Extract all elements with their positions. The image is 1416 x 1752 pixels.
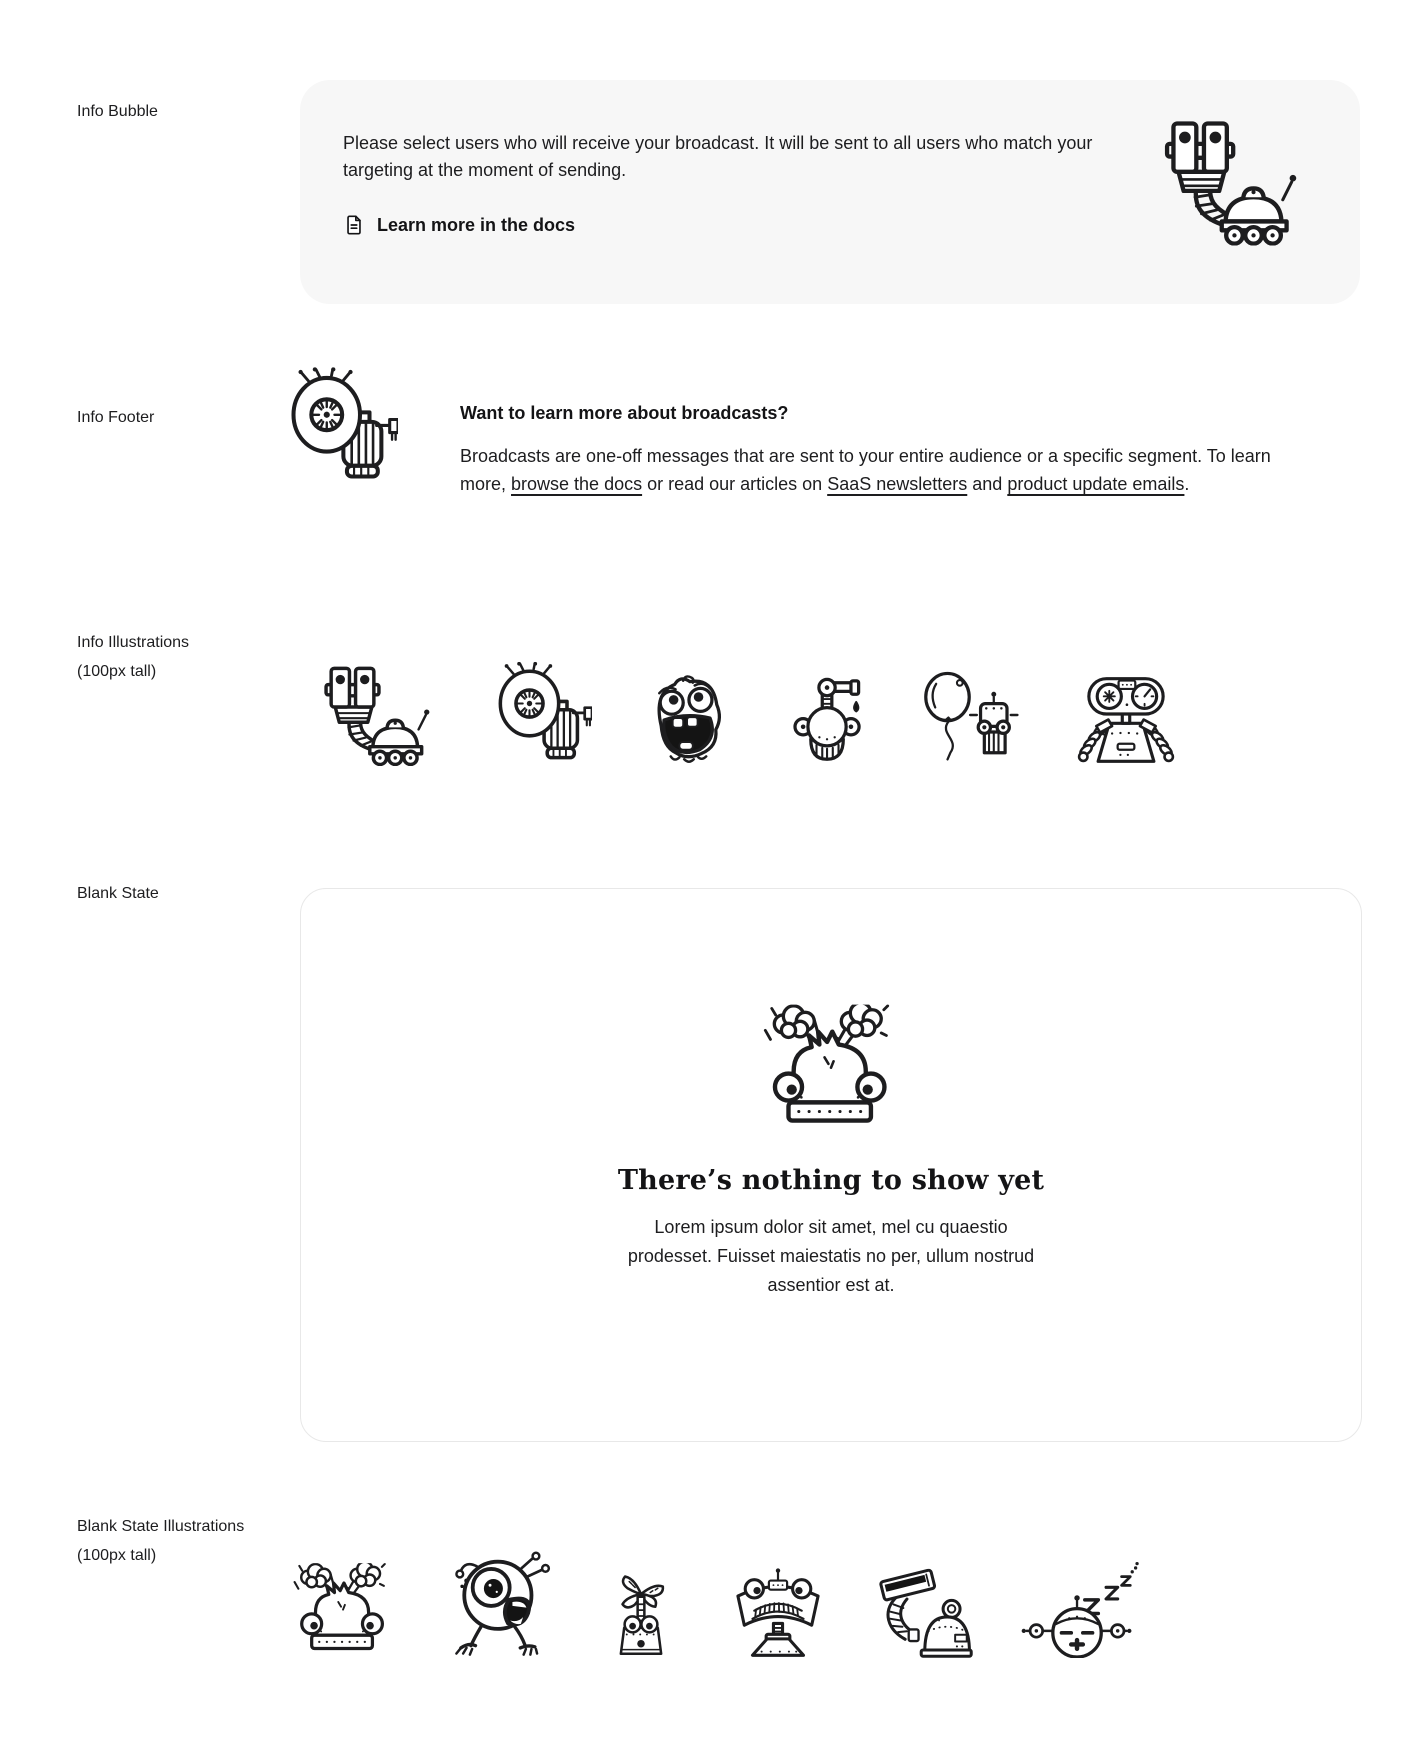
robot-exploding-head-illustration (287, 1514, 399, 1658)
learn-more-docs-link[interactable] (343, 214, 575, 236)
robot-faucet-head-illustration (784, 634, 872, 766)
info-bubble (300, 80, 1360, 304)
robot-frown-gauge-illustration (727, 1516, 829, 1658)
info-bubble-text: Please select users who will receive your broadcast. It will be sent to all users who match your targeting at the moment of sending. (343, 133, 1093, 180)
section-label-blank-state-illustrations: Blank State Illustrations (100px tall) (77, 1518, 245, 1564)
blank-state-card (300, 888, 1362, 1442)
robot-dial-eyes-illustration (1074, 632, 1178, 766)
robot-binoculars-cart-illustration (1162, 108, 1312, 256)
learn-more-docs-label: Learn more in the docs (377, 214, 576, 235)
blank-state-title: There’s nothing to show yet (617, 1165, 1045, 1196)
footer-text-link[interactable]: SaaS newsletters (827, 474, 968, 494)
monster-happy-illustration (642, 634, 734, 766)
blank-state-illustrations-row (287, 1510, 1139, 1658)
robot-big-eye-illustration (284, 366, 398, 486)
robot-sleeping-illustration (1017, 1518, 1139, 1658)
info-footer-body: Broadcasts are one-off messages that are sent to your entire audience or a specific segment. To learn more, browse the docs or read our articles on SaaS newsletters and product update emails. (460, 446, 1271, 494)
robot-periscope-illustration (873, 1514, 973, 1658)
info-footer (460, 403, 1320, 516)
footer-text-link[interactable]: browse the docs (511, 474, 643, 494)
robot-binoculars-cart-illustration (322, 634, 442, 766)
info-illustrations-row (322, 624, 1178, 766)
info-footer-heading: Want to learn more about broadcasts? (460, 403, 789, 423)
robot-big-eye-illustration (492, 634, 592, 766)
footer-text-link[interactable]: product update emails (1007, 474, 1185, 494)
robot-windmill-illustration (599, 1512, 683, 1658)
blank-state-body: Lorem ipsum dolor sit amet, mel cu quaestio prodesset. Fuisset maiestatis no per, ullum nostrud assentior est at. (627, 1217, 1035, 1295)
section-label-blank-state: Blank State (77, 885, 159, 902)
section-label-info-footer: Info Footer (77, 409, 155, 426)
section-label-info-bubble: Info Bubble (77, 103, 158, 120)
monster-one-eye-illustration (443, 1516, 555, 1658)
robot-exploding-head-illustration (755, 999, 907, 1139)
section-label-info-illustrations: Info Illustrations (100px tall) (77, 634, 190, 680)
document-icon (343, 214, 365, 236)
robot-balloon-illustration (922, 634, 1024, 766)
